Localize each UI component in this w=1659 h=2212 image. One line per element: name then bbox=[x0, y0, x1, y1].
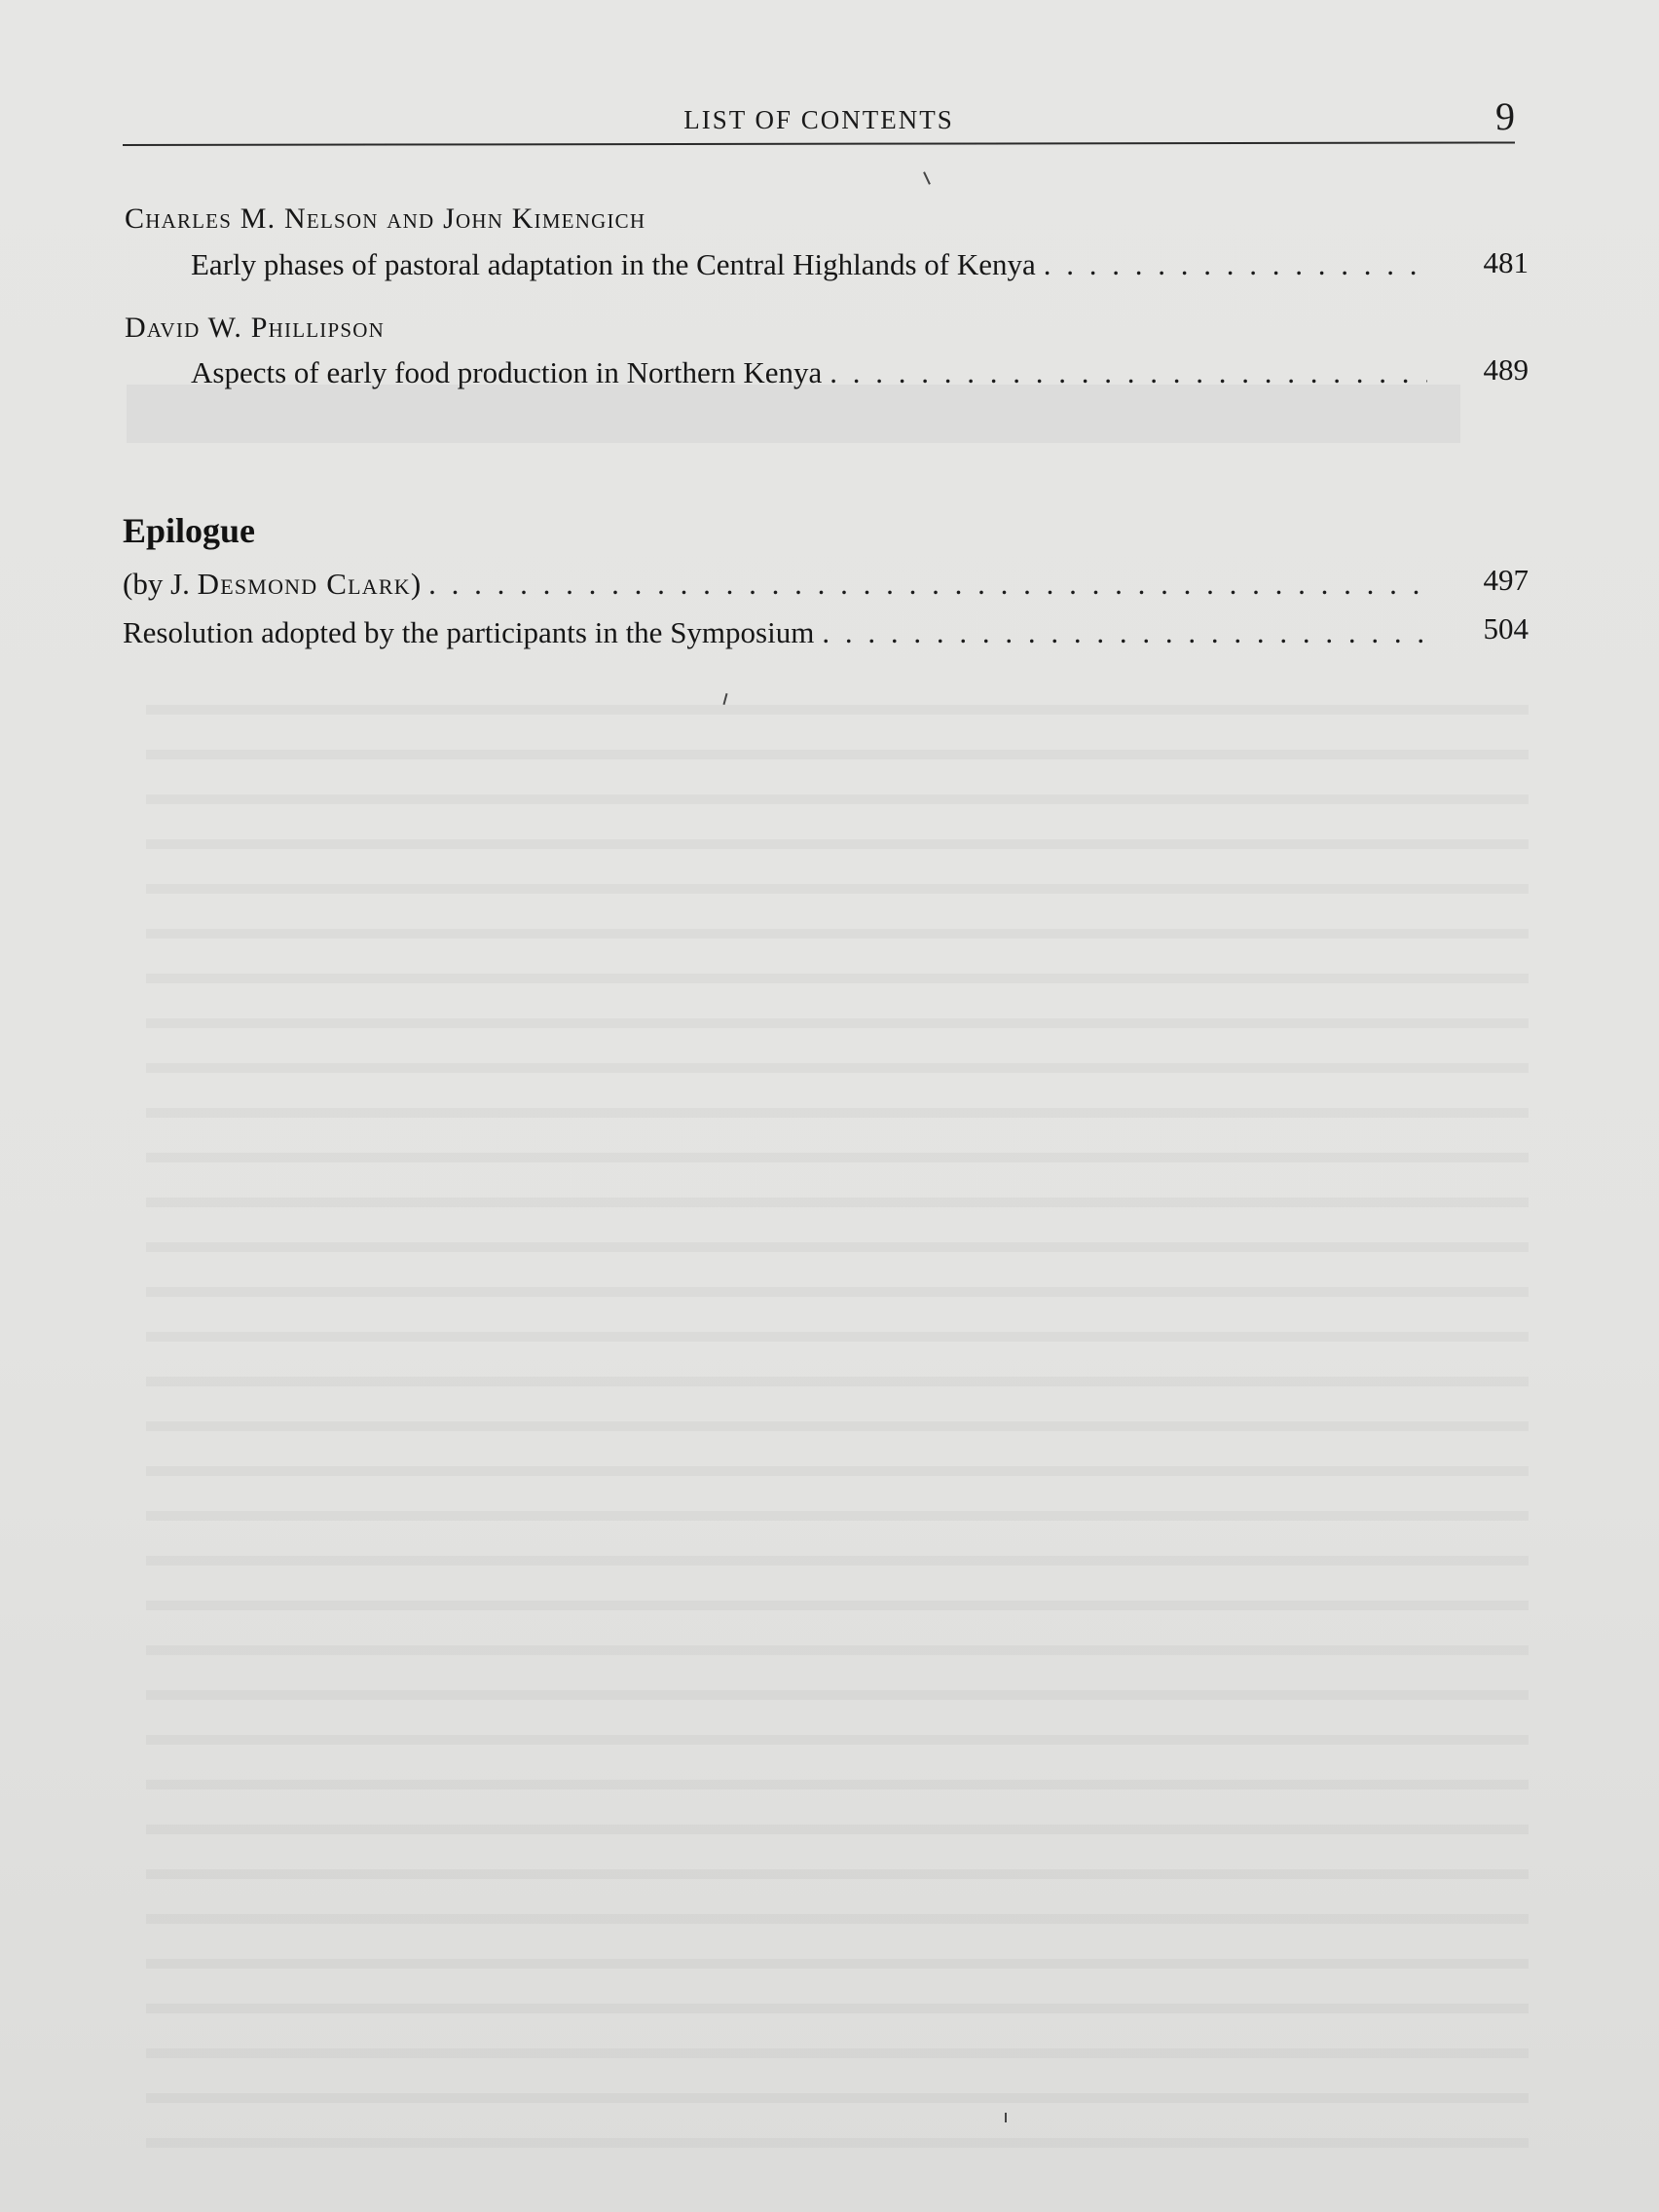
entry-page-number: 489 bbox=[1483, 352, 1529, 387]
entry-author-nelson-kimengich: Charles M. Nelson and John Kimengich bbox=[125, 203, 646, 235]
dot-leader bbox=[822, 615, 1427, 650]
byline-prefix: (by J. bbox=[123, 567, 198, 601]
entry-title-text: Early phases of pastoral adaptation in the Central Highlands of Kenya bbox=[191, 247, 1036, 281]
paper-speck bbox=[1005, 2113, 1007, 2122]
epilogue-byline bbox=[123, 567, 421, 602]
running-head: LIST OF CONTENTS bbox=[683, 105, 954, 134]
entry-author-phillipson: David W. Phillipson bbox=[125, 312, 385, 344]
page-header bbox=[123, 94, 1515, 156]
byline-suffix: ) bbox=[410, 567, 422, 601]
resolution-title: Resolution adopted by the participants in the Symposium bbox=[123, 615, 815, 649]
entry-title-pastoral-adaptation bbox=[191, 247, 1427, 282]
page-number: 9 bbox=[1495, 94, 1515, 138]
entry-title-early-food-production bbox=[191, 355, 1427, 390]
resolution-page-number: 504 bbox=[1483, 611, 1529, 645]
header-rule bbox=[123, 142, 1515, 146]
show-through-heading bbox=[127, 385, 1460, 443]
show-through-text bbox=[146, 682, 1529, 2161]
epilogue-page-number: 497 bbox=[1483, 563, 1529, 597]
dot-leader bbox=[830, 355, 1427, 390]
epilogue-entry-clark bbox=[123, 567, 1427, 602]
entry-title-text: Aspects of early food production in Northern Kenya bbox=[191, 355, 823, 389]
byline-author: Desmond Clark bbox=[197, 567, 411, 601]
dot-leader bbox=[428, 567, 1427, 602]
dot-leader bbox=[1044, 247, 1427, 282]
entry-page-number: 481 bbox=[1483, 245, 1529, 279]
section-heading-epilogue: Epilogue bbox=[123, 511, 256, 550]
paper-speck bbox=[923, 171, 931, 185]
epilogue-entry-resolution bbox=[123, 615, 1427, 650]
